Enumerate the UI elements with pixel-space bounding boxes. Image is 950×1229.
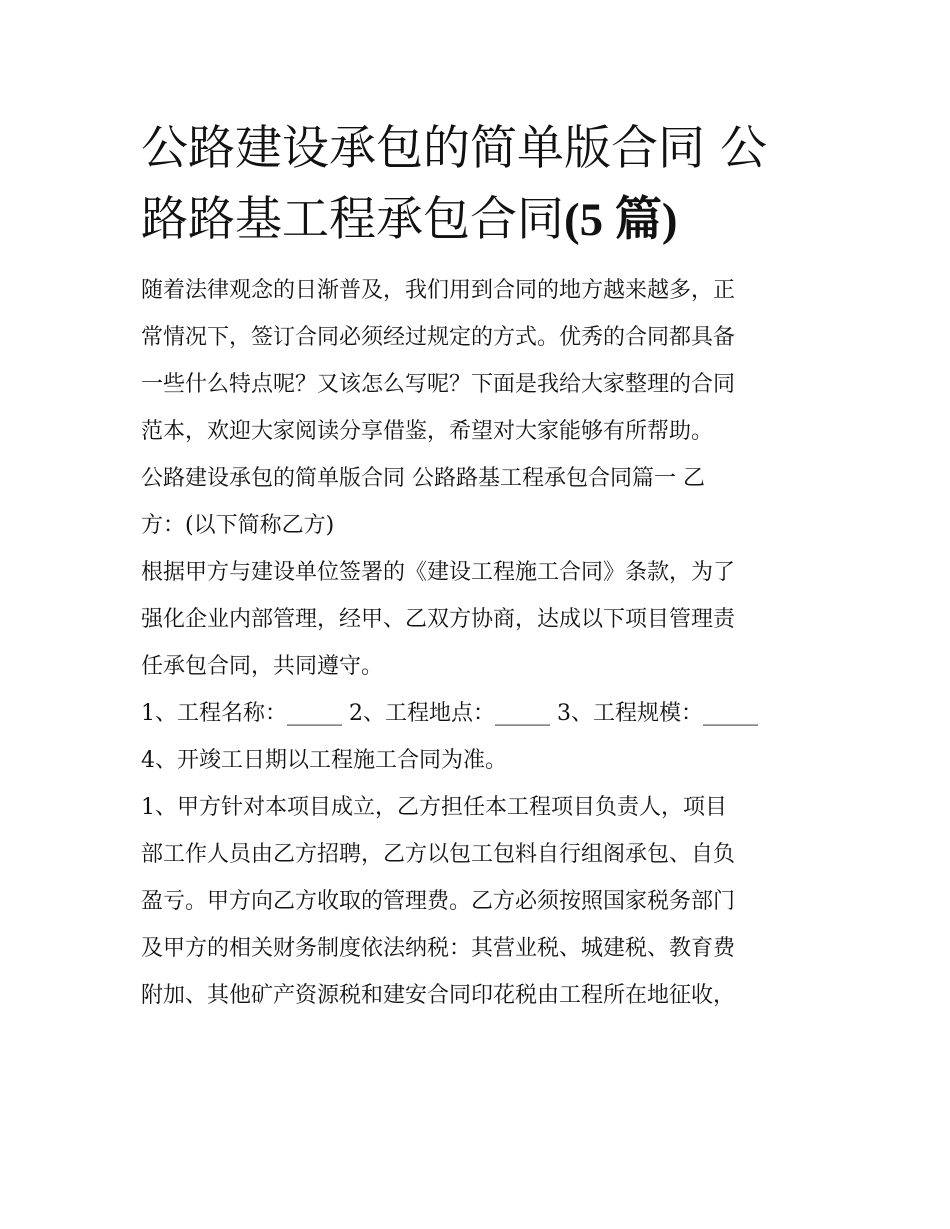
body-line-7: 根据甲方与建设单位签署的《建设工程施工合同》条款，为了 [141,560,736,585]
body-line-13: 部工作人员由乙方招聘，乙方以包工包料自行组阁承包、自负 [141,842,736,867]
body-line-10: 1、工程名称：_____ 2、工程地点：_____ 3、工程规模：_____ [141,701,758,726]
body-text [141,267,813,1019]
document-title [141,113,813,255]
title-line-1: 公路建设承包的简单版合同 公 [141,121,767,176]
title-line-2 [141,184,813,255]
body-line-2: 常情况下，签订合同必须经过规定的方式。优秀的合同都具备 [141,325,736,350]
body-line-1: 随着法律观念的日渐普及，我们用到合同的地方越来越多，正 [141,278,736,303]
body-line-15: 及甲方的相关财务制度依法纳税：其营业税、城建税、教育费 [141,936,736,961]
body-line-14: 盈亏。甲方向乙方收取的管理费。乙方必须按照国家税务部门 [141,889,736,914]
title-suffix: (5 篇) [564,194,678,246]
body-line-5: 公路建设承包的简单版合同 公路路基工程承包合同篇一 乙 [141,466,705,491]
body-line-4: 范本，欢迎大家阅读分享借鉴，希望对大家能够有所帮助。 [141,419,714,444]
body-line-8: 强化企业内部管理，经甲、乙双方协商，达成以下项目管理责 [141,607,736,632]
body-line-6: 方：(以下简称乙方) [141,513,335,538]
body-line-12: 1、甲方针对本项目成立，乙方担任本工程项目负责人，项目 [141,795,727,820]
document-content [141,113,813,1019]
title-line-2-text: 路路基工程承包合同 [141,192,564,247]
body-line-3: 一些什么特点呢？又该怎么写呢？下面是我给大家整理的合同 [141,372,736,397]
body-line-11: 4、开竣工日期以工程施工合同为准。 [141,748,507,773]
body-line-9: 任承包合同，共同遵守。 [141,654,384,679]
body-line-16: 附加、其他矿产资源税和建安合同印花税由工程所在地征收， [141,983,736,1008]
